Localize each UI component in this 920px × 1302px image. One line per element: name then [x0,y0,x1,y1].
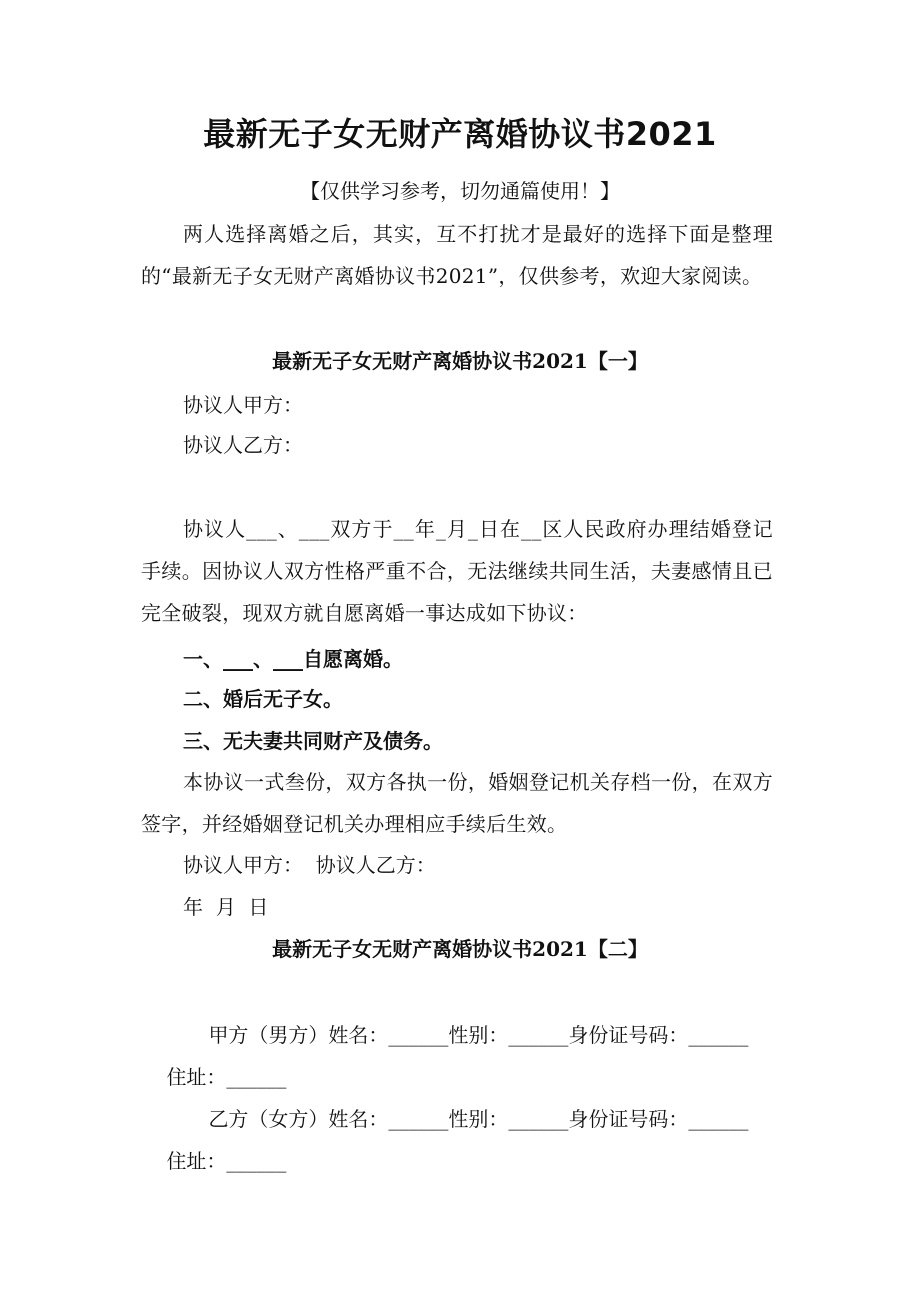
document-title: 最新无子女无财产离婚协议书2021 [203,115,717,153]
party-b-label: 协议人乙方： [183,433,303,457]
agreement-body-paragraph: 协议人___、___双方于__年_月_日在__区人民政府办理结婚登记手续。因协议人双方性格严重不合，无法继续共同生活，夫妻感情且已完全破裂，现双方就自愿离婚一事达成如下协议： [141,517,773,625]
signature-line: 协议人甲方： 协议人乙方： [183,853,436,877]
clause-1: 一、___、___自愿离婚。 [183,647,403,671]
section-2-title: 最新无子女无财产离婚协议书2021【二】 [272,937,648,961]
party-a-info-text: 甲方（男方）姓名：______性别：______身份证号码：______ [208,1023,749,1047]
date-line: 年 月 日 [183,895,269,919]
party-a-address-text: 住址：______ [166,1065,287,1089]
section-1-title: 最新无子女无财产离婚协议书2021【一】 [272,349,648,373]
closing-paragraph: 本协议一式叁份，双方各执一份，婚姻登记机关存档一份，在双方签字，并经婚姻登记机关办理相应手续后生效。 [141,770,773,836]
usage-notice: 【仅供学习参考，切勿通篇使用！】 [300,179,620,203]
party-a-label: 协议人甲方： [183,393,303,417]
clause-2: 二、婚后无子女。 [183,687,343,711]
clause-3: 三、无夫妻共同财产及债务。 [183,729,443,753]
party-b-address-row [141,1098,781,1224]
party-b-info-text: 乙方（女方）姓名：______性别：______身份证号码：______ [208,1107,749,1131]
party-b-address-text: 住址：______ [166,1149,287,1173]
intro-paragraph: 两人选择离婚之后，其实，互不打扰才是最好的选择下面是整理的“最新无子女无财产离婚协议书2021”，仅供参考，欢迎大家阅读。 [141,222,773,288]
